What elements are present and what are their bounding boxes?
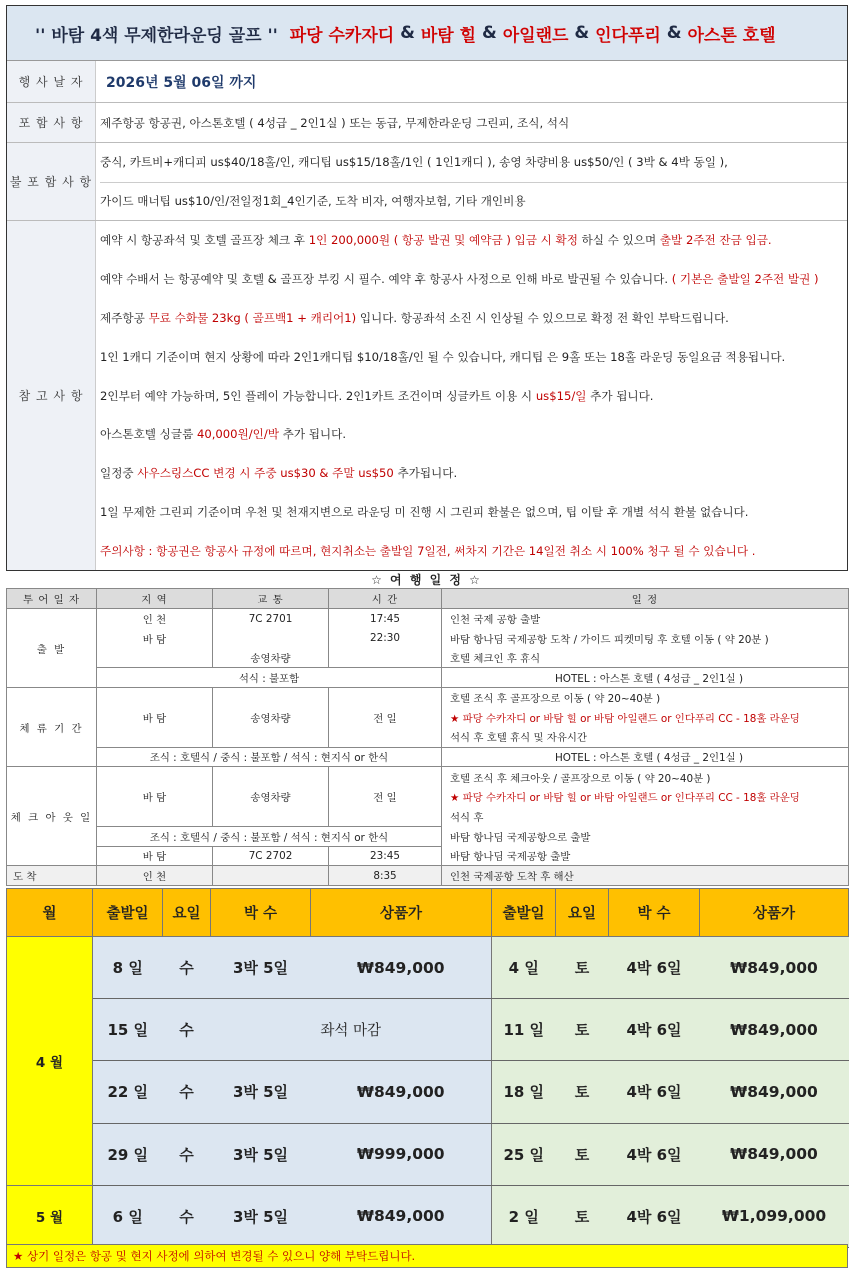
price-table: [6, 888, 849, 1248]
excluded-line-2: 가이드 매너팁 us$10/인/전일정1회_4인기준, 도착 비자, 여행자보험, 기타 개인비용: [100, 182, 847, 221]
region: 바 탐: [97, 628, 213, 648]
meal-info: 조식 : 호텔식 / 중식 : 불포함 / 석식 : 현지식 or 한식: [97, 826, 442, 846]
header-weekday: 요일: [163, 889, 211, 937]
price: ₩849,000: [311, 1061, 492, 1123]
date-value: 2026년 5월 06일 까지: [106, 74, 257, 91]
nights: 3박 5일: [211, 1061, 311, 1123]
departure-date: 6 일: [93, 1185, 163, 1247]
departure-date: 29 일: [93, 1123, 163, 1185]
itinerary-row: [7, 846, 849, 866]
row-excluded: [7, 143, 847, 221]
itinerary-header-row: [7, 589, 849, 609]
itinerary-row: [7, 767, 849, 787]
weekday: 수: [163, 1185, 211, 1247]
price: ₩1,099,000: [700, 1185, 849, 1247]
schedule: 호텔 체크인 후 휴식: [442, 648, 849, 668]
schedule-golf-round: ★ 파당 수카자디 or 바탐 힐 or 바탐 아일랜드 or 인다푸리 CC - 18홀 라운딩: [442, 707, 849, 727]
included-label: 포 함 사 항: [7, 103, 96, 142]
day-label-checkout: 체 크 아 웃 일: [7, 767, 97, 866]
note-warning: 주의사항 : 항공권은 항공사 규정에 따르며, 현지취소는 출발일 7일전, 써차지 기간은 14일전 취소 시 100% 청구 될 수 있습니다 .: [100, 544, 756, 559]
note-4: 1인 1캐디 기준이며 현지 상황에 따라 2인1캐디팁 $10/18홀/인 될 수 있습니다, 캐디팁 은 9홀 또는 18홀 라운딩 동일요금 적용됩니다.: [100, 349, 786, 364]
weekday: 토: [556, 1185, 609, 1247]
note-2: 예약 수배서 는 항공예약 및 호텔 & 골프장 부킹 시 필수. 예약 후 항공사 사정으로 인해 바로 발권될 수 있습니다. ( 기본은 출발일 2주전 발권 ): [100, 271, 819, 286]
title-joiner: &: [400, 23, 415, 43]
itinerary-row: [7, 609, 849, 629]
itinerary-row: [7, 747, 849, 767]
excluded-line-1: 중식, 카트비+캐디피 us$40/18홀/인, 캐디팁 us$15/18홀/1인 ( 1인1캐디 ), 송영 차량비용 us$50/인 ( 3박 & 4박 동일 ),: [100, 155, 728, 170]
price: ₩849,000: [700, 937, 849, 999]
transport: 송영차량: [213, 688, 329, 747]
nights: 4박 6일: [609, 1123, 700, 1185]
itinerary-heading: ☆ 여 행 일 정 ☆: [371, 573, 482, 587]
nights: 4박 6일: [609, 937, 700, 999]
departure-date: 4 일: [492, 937, 556, 999]
region: [97, 648, 213, 668]
transport: 송영차량: [213, 767, 329, 826]
weekday: 수: [163, 999, 211, 1061]
header-weekday: 요일: [556, 889, 609, 937]
nights: 4박 6일: [609, 1185, 700, 1247]
schedule: 바탐 항나딤 국제공항 출발: [442, 846, 849, 866]
nights: 3박 5일: [211, 1123, 311, 1185]
note-6: 아스톤호텔 싱글룸 40,000원/인/박 추가 됩니다.: [100, 427, 347, 442]
itinerary-row: [7, 866, 849, 886]
itinerary-row: [7, 668, 849, 688]
title-prefix: '' 바탐 4색 무제한라운딩 골프 '': [35, 25, 278, 46]
itinerary-row: [7, 628, 849, 648]
included-value: 제주항공 항공권, 아스톤호텔 ( 4성급 _ 2인1실 ) 또는 동급, 무제한라운딩 그린피, 조식, 석식: [100, 115, 570, 130]
excluded-content: [96, 143, 847, 220]
price: ₩849,000: [700, 1123, 849, 1185]
title-course-3: 아일랜드: [502, 25, 569, 46]
header-schedule: 일 정: [442, 589, 849, 609]
weekday: 토: [556, 1123, 609, 1185]
departure-date: 11 일: [492, 999, 556, 1061]
time: 17:45: [329, 609, 442, 629]
transport: [213, 866, 329, 886]
day-label-arrive: 도 착: [7, 866, 97, 886]
header-nights: 박 수: [211, 889, 311, 937]
title-course-1: 파당 수카자디: [289, 25, 395, 46]
nights: 3박 5일: [211, 937, 311, 999]
region: 바 탐: [97, 767, 213, 826]
title-course-2: 바탐 힐: [420, 25, 477, 46]
header-time: 시 간: [329, 589, 442, 609]
notes-label: 참 고 사 항: [7, 221, 96, 570]
weekday: 토: [556, 937, 609, 999]
title-joiner: &: [574, 23, 590, 43]
notes-content: [96, 221, 847, 570]
departure-date: 18 일: [492, 1061, 556, 1123]
region: 바 탐: [97, 688, 213, 747]
month-april: 4 월: [7, 937, 93, 1186]
schedule: 바탐 항나딤 국제공항으로 출발: [442, 826, 849, 846]
itinerary-table: [6, 588, 849, 886]
departure-date: 25 일: [492, 1123, 556, 1185]
schedule: 바탐 항나딤 국제공항 도착 / 가이드 피켓미팅 후 호텔 이동 ( 약 20분 ): [442, 628, 849, 648]
day-label-stay: 체 류 기 간: [7, 688, 97, 767]
time: 23:45: [329, 846, 442, 866]
weekday: 수: [163, 937, 211, 999]
row-notes: [7, 221, 847, 570]
excluded-label: 불 포 함 사 항: [7, 143, 96, 220]
note-1: 예약 시 항공좌석 및 호텔 골프장 체크 후 1인 200,000원 ( 항공 발권 및 예약금 ) 입금 시 확정 하실 수 있으며 출발 2주전 잔금 입금.: [100, 233, 772, 247]
weekday: 수: [163, 1061, 211, 1123]
price-row: [7, 1185, 849, 1247]
nights: 4박 6일: [609, 1061, 700, 1123]
hotel-info: HOTEL : 아스톤 호텔 ( 4성급 _ 2인1실 ): [442, 668, 849, 688]
schedule: 호텔 조식 후 체크아웃 / 골프장으로 이동 ( 약 20~40분 ): [442, 767, 849, 787]
header-departure-date: 출발일: [492, 889, 556, 937]
departure-date: 22 일: [93, 1061, 163, 1123]
price: ₩849,000: [700, 999, 849, 1061]
schedule: 인천 국제공항 도착 후 해산: [442, 866, 849, 886]
itinerary-row: [7, 648, 849, 668]
date-label: 행 사 날 자: [7, 61, 96, 102]
region: 바 탐: [97, 846, 213, 866]
price: ₩849,000: [311, 1185, 492, 1247]
price-row: [7, 999, 849, 1061]
note-3: 제주항공 무료 수화물 23kg ( 골프백1 + 캐리어1) 입니다. 항공좌석 소진 시 인상될 수 있으므로 확정 전 확인 부탁드립니다.: [100, 310, 729, 325]
time: 전 일: [329, 688, 442, 747]
meal-info: 조식 : 호텔식 / 중식 : 불포함 / 석식 : 현지식 or 한식: [97, 747, 442, 767]
region: 인 천: [97, 609, 213, 629]
nights: 3박 5일: [211, 1185, 311, 1247]
schedule-golf-round: ★ 파당 수카자디 or 바탐 힐 or 바탐 아일랜드 or 인다푸리 CC - 18홀 라운딩: [442, 787, 849, 807]
meal-info: 석식 : 불포함: [97, 668, 442, 688]
title-hotel: 아스톤 호텔: [687, 25, 776, 46]
header-region: 지 역: [97, 589, 213, 609]
day-label-depart: 출 발: [7, 609, 97, 688]
title-joiner: &: [481, 23, 497, 43]
region: 인 천: [97, 866, 213, 886]
weekday: 토: [556, 999, 609, 1061]
schedule: 석식 후 호텔 휴식 및 자유시간: [442, 727, 849, 747]
weekday: 수: [163, 1123, 211, 1185]
header-month: 월: [7, 889, 93, 937]
footer-notice: ★ 상기 일정은 항공 및 현지 사정에 의하여 변경될 수 있으니 양해 부탁드립니다.: [6, 1244, 848, 1268]
header-tour-date: 투 어 일 자: [7, 589, 97, 609]
price: ₩849,000: [311, 937, 492, 999]
price: ₩999,000: [311, 1123, 492, 1185]
departure-date: 8 일: [93, 937, 163, 999]
price-row: [7, 937, 849, 999]
row-included: [7, 103, 847, 143]
title-course-4: 인다푸리: [595, 25, 661, 46]
schedule: 석식 후: [442, 806, 849, 826]
header-departure-date: 출발일: [93, 889, 163, 937]
month-may: 5 월: [7, 1185, 93, 1247]
departure-date: 15 일: [93, 999, 163, 1061]
transport: [213, 628, 329, 648]
info-box: [6, 5, 848, 571]
header-price: 상품가: [700, 889, 849, 937]
title-joiner: &: [666, 23, 682, 43]
header-transport: 교 통: [213, 589, 329, 609]
time: [329, 648, 442, 668]
price-row: [7, 1061, 849, 1123]
nights: 4박 6일: [609, 999, 700, 1061]
itinerary-row: [7, 688, 849, 708]
sold-out-status: 좌석 마감: [211, 999, 492, 1061]
time: 전 일: [329, 767, 442, 826]
note-5: 2인부터 예약 가능하며, 5인 플레이 가능합니다. 2인1카트 조건이며 싱글카트 이용 시 us$15/일 추가 됩니다.: [100, 388, 654, 403]
schedule: 호텔 조식 후 골프장으로 이동 ( 약 20~40분 ): [442, 688, 849, 708]
hotel-info: HOTEL : 아스톤 호텔 ( 4성급 _ 2인1실 ): [442, 747, 849, 767]
header-price: 상품가: [311, 889, 492, 937]
header-nights: 박 수: [609, 889, 700, 937]
row-event-date: [7, 61, 847, 103]
price: ₩849,000: [700, 1061, 849, 1123]
time: 22:30: [329, 628, 442, 648]
schedule: 인천 국제 공항 출발: [442, 609, 849, 629]
transport: 7C 2702: [213, 846, 329, 866]
note-7: 일정중 사우스링스CC 변경 시 주중 us$30 & 주말 us$50 추가됩니다.: [100, 466, 458, 481]
time: 8:35: [329, 866, 442, 886]
weekday: 토: [556, 1061, 609, 1123]
transport: 송영차량: [213, 648, 329, 668]
price-row: [7, 1123, 849, 1185]
price-header-row: [7, 889, 849, 937]
transport: 7C 2701: [213, 609, 329, 629]
page-title: [7, 6, 847, 61]
departure-date: 2 일: [492, 1185, 556, 1247]
note-8: 1일 무제한 그린피 기준이며 우천 및 천재지변으로 라운딩 미 진행 시 그린피 환불은 없으며, 팁 이탈 후 개별 석식 환불 없습니다.: [100, 505, 749, 520]
itinerary-row: [7, 826, 849, 846]
